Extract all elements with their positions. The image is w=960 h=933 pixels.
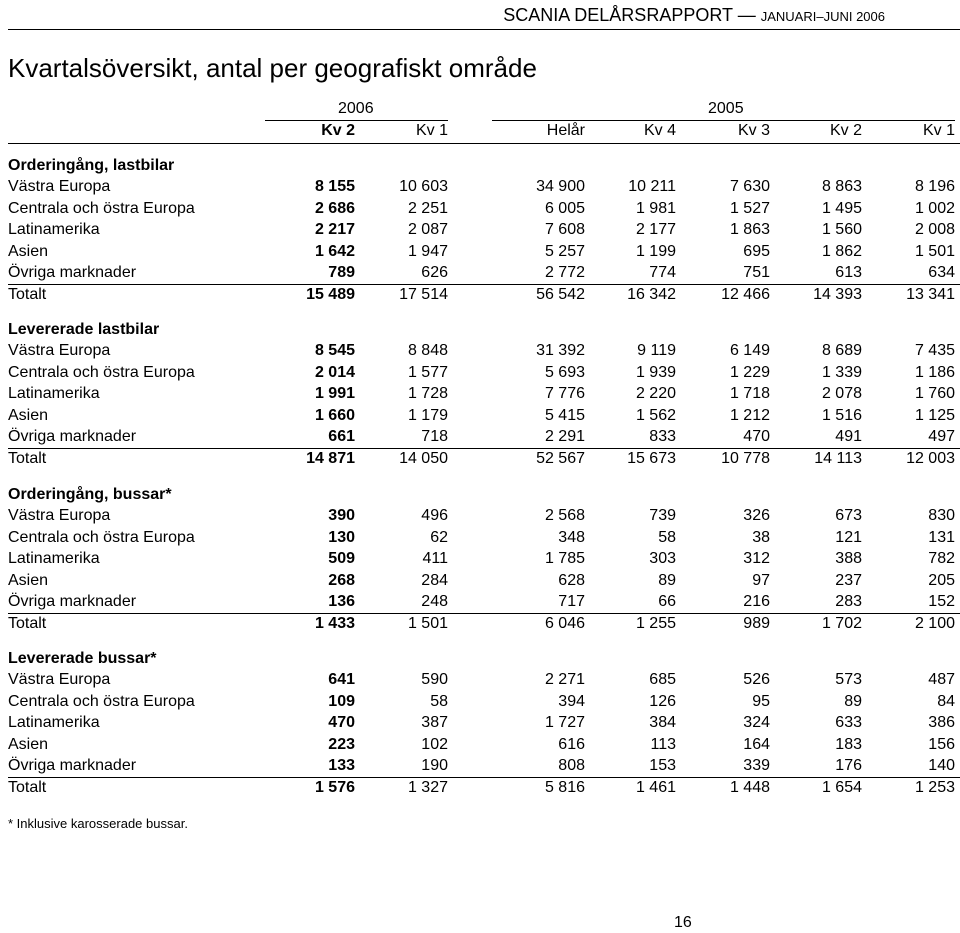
table-cell: 223 [328,735,355,753]
table-cell: 8 545 [314,342,355,359]
row-label: Centrala och östra Europa [8,199,195,217]
table-cell: 190 [421,757,448,774]
table-cell: 613 [835,264,862,281]
table-cell: 628 [558,571,585,589]
table-cell: 113 [650,735,676,753]
table-cell: 626 [421,264,448,281]
table-cell: 8 689 [821,342,862,359]
table-cell: 496 [421,507,448,524]
row-label: Asien [8,735,49,753]
row-label: Latinamerika [8,221,100,238]
footnote: * Inklusive karosserade bussar. [8,816,188,831]
table-cell: 312 [743,550,770,567]
table-cell: 634 [928,264,955,281]
total-label: Totalt [8,449,47,467]
column-header: Kv 4 [643,122,676,139]
table-cell: 136 [328,593,355,610]
table-cell: 1 433 [314,614,355,632]
table-cell: 2 251 [407,199,448,217]
total-label: Totalt [8,778,47,796]
section-title: Levererade lastbilar [8,321,160,338]
table-cell: 326 [743,507,770,524]
table-cell: 7 435 [914,342,955,359]
row-label: Övriga marknader [8,264,137,281]
table-cell: 131 [928,528,955,546]
table-cell: 10 211 [628,178,676,195]
row-label: Centrala och östra Europa [8,363,195,381]
table-cell: 1 760 [914,385,955,402]
table-cell: 1 654 [821,778,862,796]
table-cell: 1 501 [914,242,955,260]
table-cell: 1 785 [544,550,585,567]
table-cell: 133 [328,757,355,774]
row-label: Västra Europa [8,342,111,359]
table-cell: 2 078 [821,385,862,402]
row-label: Centrala och östra Europa [8,528,195,546]
section-title: Orderingång, bussar* [8,486,172,503]
table-cell: 7 630 [729,178,770,195]
table-cell: 164 [743,735,770,753]
table-cell: 384 [649,714,676,731]
table-cell: 833 [649,428,676,445]
table-cell: 1 660 [314,406,355,424]
table-cell: 1 991 [314,385,355,402]
table-cell: 89 [844,692,862,710]
table-cell: 774 [649,264,676,281]
table-cell: 283 [835,593,862,610]
table-cell: 14 871 [306,449,355,467]
table-cell: 52 567 [536,449,585,467]
table-cell: 782 [928,550,955,567]
table-cell: 2 008 [914,221,955,238]
table-cell: 1 253 [914,778,955,796]
row-label: Västra Europa [8,671,111,688]
table-cell: 387 [421,714,448,731]
table-cell: 153 [649,757,676,774]
table-cell: 739 [649,507,676,524]
table-cell: 1 642 [314,242,355,260]
table-cell: 1 981 [635,199,676,217]
table-cell: 386 [928,714,955,731]
table-cell: 339 [743,757,770,774]
column-header: Kv 2 [321,122,355,139]
header-bottom-rule [8,143,960,144]
table-cell: 1 863 [729,221,770,238]
table-cell: 685 [649,671,676,688]
table-cell: 13 341 [906,285,955,303]
table-cell: 8 863 [821,178,862,195]
header-rule [8,29,960,30]
table-cell: 1 461 [635,778,676,796]
table-cell: 1 199 [635,242,676,260]
table-cell: 1 501 [407,614,448,632]
table-cell: 10 603 [399,178,448,195]
table-cell: 7 776 [544,385,585,402]
table-cell: 1 727 [544,714,585,731]
table-cell: 1 327 [407,778,448,796]
table-cell: 130 [328,528,355,546]
table-cell: 388 [835,550,862,567]
row-label: Latinamerika [8,714,100,731]
table-cell: 1 495 [821,199,862,217]
table-cell: 205 [928,571,955,589]
table-cell: 84 [937,692,955,710]
table-cell: 1 186 [914,363,955,381]
table-cell: 1 448 [729,778,770,796]
table-cell: 183 [835,735,862,753]
table-cell: 216 [743,593,770,610]
table-cell: 102 [421,735,448,753]
table-cell: 237 [835,571,862,589]
page-title: Kvartalsöversikt, antal per geografiskt område [8,53,537,83]
row-label: Övriga marknader [8,593,137,610]
table-cell: 2 271 [544,671,585,688]
row-label: Västra Europa [8,507,111,524]
table-cell: 5 816 [544,778,585,796]
table-cell: 590 [421,671,448,688]
row-label: Övriga marknader [8,757,137,774]
total-label: Totalt [8,614,47,632]
table-cell: 2 014 [314,363,355,381]
table-cell: 152 [928,593,955,610]
table-cell: 14 050 [399,449,448,467]
table-cell: 641 [328,671,355,688]
table-cell: 616 [558,735,585,753]
table-cell: 2 291 [544,428,585,445]
report-header [503,5,885,26]
table-cell: 1 862 [821,242,862,260]
table-cell: 1 577 [407,363,448,381]
report-period: JANUARI–JUNI 2006 [760,9,885,24]
table-cell: 66 [658,593,676,610]
table-cell: 1 728 [407,385,448,402]
table-cell: 487 [928,671,955,688]
row-label: Latinamerika [8,385,100,402]
column-header: Helår [546,122,585,139]
table-cell: 97 [752,571,770,589]
table-cell: 2 772 [544,264,585,281]
table-cell: 1 125 [914,406,955,424]
table-cell: 9 119 [637,342,676,359]
table-cell: 14 393 [813,285,862,303]
table-cell: 6 005 [544,199,585,217]
table-cell: 324 [743,714,770,731]
table-cell: 1 562 [635,406,676,424]
table-cell: 1 255 [635,614,676,632]
table-cell: 1 212 [729,406,770,424]
table-cell: 8 196 [914,178,955,195]
table-cell: 16 342 [627,285,676,303]
table-cell: 5 257 [544,242,585,260]
table-cell: 284 [421,571,448,589]
table-cell: 6 149 [729,342,770,359]
column-header: Kv 1 [415,122,448,139]
table-cell: 58 [658,528,676,546]
total-label: Totalt [8,285,47,303]
table-cell: 2 686 [314,199,355,217]
table-cell: 58 [430,692,448,710]
column-header: Kv 2 [829,122,862,139]
table-cell: 1 560 [821,221,862,238]
row-label: Västra Europa [8,178,111,195]
table-cell: 126 [649,692,676,710]
table-cell: 573 [835,671,862,688]
table-cell: 95 [752,692,770,710]
table-cell: 109 [328,692,355,710]
table-cell: 2 217 [314,221,355,238]
table-cell: 121 [835,528,862,546]
table-cell: 1 947 [407,242,448,260]
table-cell: 1 718 [729,385,770,402]
table-cell: 718 [421,428,448,445]
row-label: Asien [8,406,49,424]
section-title: Levererade bussar* [8,650,157,667]
table-cell: 411 [422,550,448,567]
table-cell: 526 [743,671,770,688]
column-header: Kv 1 [922,122,955,139]
report-company: SCANIA DELÅRSRAPPORT [503,5,733,25]
table-cell: 56 542 [536,285,585,303]
table-cell: 17 514 [399,285,448,303]
table-cell: 140 [928,757,955,774]
year-2006: 2006 [338,100,374,117]
table-cell: 12 466 [721,285,770,303]
table-cell: 1 002 [914,199,955,217]
table-cell: 1 939 [635,363,676,381]
table-cell: 6 046 [544,614,585,632]
table-cell: 89 [658,571,676,589]
table-cell: 31 392 [536,342,585,359]
table-cell: 34 900 [536,178,585,195]
table-cell: 1 576 [314,778,355,796]
table-cell: 789 [328,264,355,281]
table-cell: 15 489 [306,285,355,303]
year-2005: 2005 [708,100,744,117]
table-cell: 1 229 [729,363,770,381]
table-cell: 497 [928,428,955,445]
page-number: 16 [674,914,692,931]
table-cell: 509 [328,550,355,567]
row-label: Övriga marknader [8,428,137,445]
table-cell: 7 608 [544,221,585,238]
table-cell: 268 [328,571,355,589]
row-label: Centrala och östra Europa [8,692,195,710]
table-cell: 390 [328,507,355,524]
row-label: Asien [8,242,49,260]
table-cell: 5 693 [544,363,585,381]
table-cell: 156 [928,735,955,753]
column-header: Kv 3 [737,122,770,139]
row-label: Asien [8,571,49,589]
table-cell: 1 702 [821,614,862,632]
table-cell: 1 339 [821,363,862,381]
table-cell: 2 220 [635,385,676,402]
row-label: Latinamerika [8,550,100,567]
table-cell: 176 [835,757,862,774]
table-cell: 248 [421,593,448,610]
table-cell: 5 415 [544,406,585,424]
table-cell: 348 [558,528,585,546]
table-cell: 633 [835,714,862,731]
section-title: Orderingång, lastbilar [8,157,175,174]
table-cell: 1 527 [729,199,770,217]
table-cell: 303 [649,550,676,567]
table-cell: 1 516 [821,406,862,424]
table-cell: 14 113 [814,449,862,467]
table-cell: 62 [430,528,448,546]
table-cell: 989 [743,614,770,632]
table-cell: 470 [328,714,355,731]
table-cell: 751 [743,264,770,281]
header-dash: — [737,5,756,25]
table-cell: 15 673 [627,449,676,467]
table-cell: 830 [928,507,955,524]
table-cell: 808 [558,757,585,774]
table-cell: 12 003 [906,449,955,467]
table-cell: 673 [835,507,862,524]
table-cell: 717 [558,593,585,610]
table-cell: 2 087 [407,221,448,238]
table-cell: 2 100 [914,614,955,632]
table-cell: 1 179 [407,406,448,424]
table-cell: 661 [328,428,355,445]
table-cell: 8 155 [314,178,355,195]
table-cell: 491 [835,428,862,445]
table-cell: 2 177 [635,221,676,238]
table-cell: 695 [743,242,770,260]
table-cell: 470 [743,428,770,445]
table-cell: 2 568 [544,507,585,524]
table-cell: 38 [752,528,770,546]
table-cell: 10 778 [721,449,770,467]
table-cell: 394 [558,692,585,710]
table-cell: 8 848 [407,342,448,359]
